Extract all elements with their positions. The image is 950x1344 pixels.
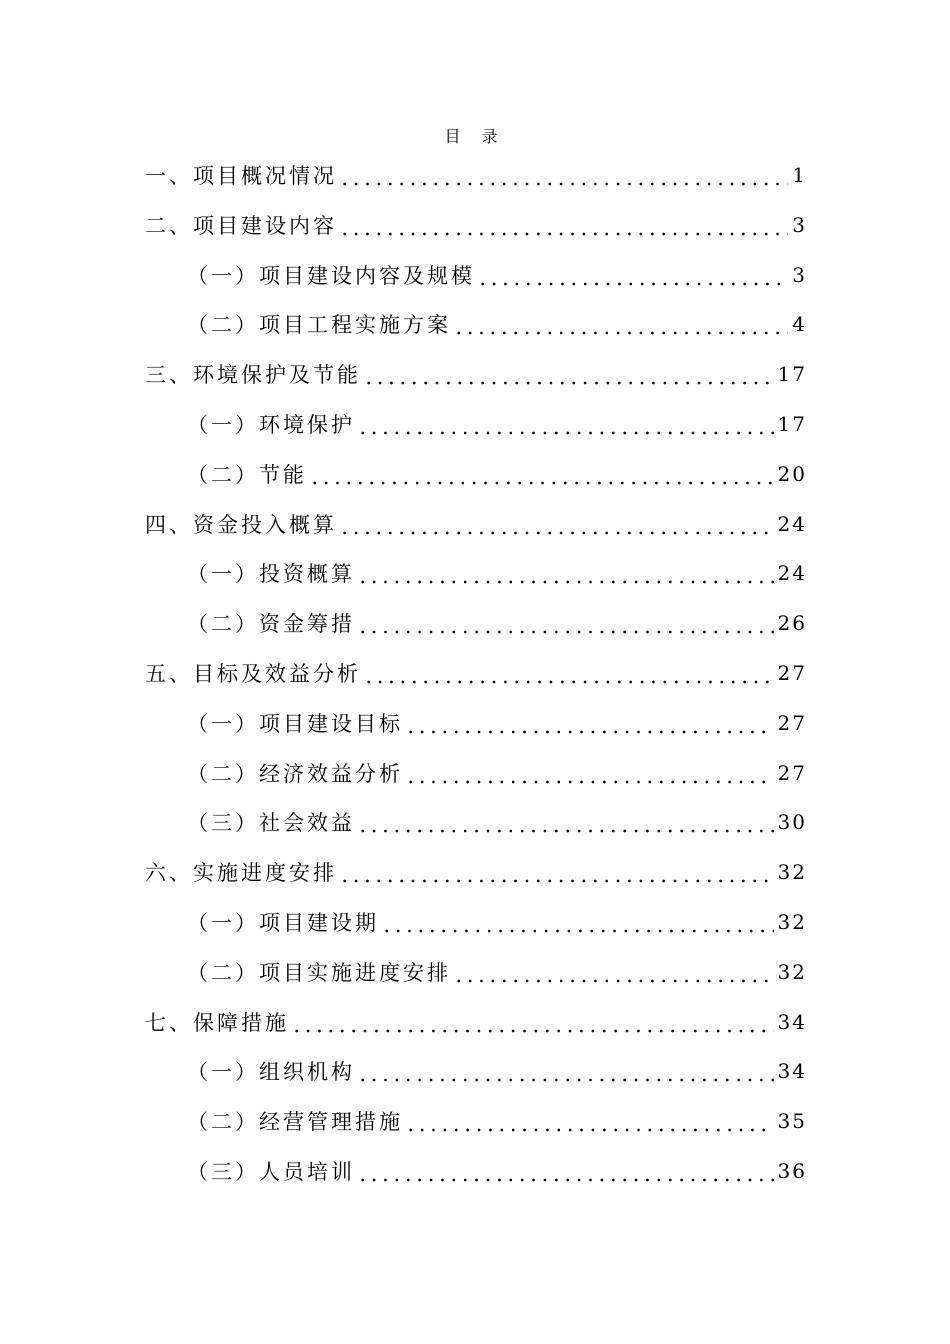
toc-entry-page-number: 32 [777, 860, 807, 885]
toc-entry[interactable] [187, 1096, 807, 1146]
toc-title: 目 录 [444, 127, 506, 146]
toc-entry[interactable] [187, 598, 807, 648]
toc-entry[interactable] [145, 648, 807, 698]
toc-entry[interactable] [187, 1046, 807, 1096]
toc-entry[interactable] [145, 200, 807, 250]
toc-entry-label: 五、目标及效益分析 [145, 662, 361, 686]
dot-leader [477, 263, 788, 287]
toc-entry-label: （二）经济效益分析 [187, 761, 403, 786]
dot-leader [405, 711, 774, 735]
toc-entry[interactable] [187, 797, 807, 847]
toc-entry-page-number: 3 [792, 262, 807, 287]
dot-leader [291, 1010, 774, 1034]
toc-entry-label: （一）环境保护 [187, 413, 355, 437]
toc-entry-page-number: 27 [777, 710, 807, 735]
toc-entry-page-number: 1 [792, 163, 807, 187]
toc-entry[interactable] [145, 499, 807, 549]
toc-entry[interactable] [187, 897, 807, 947]
toc-entry-page-number: 34 [777, 1059, 807, 1084]
toc-entry[interactable] [187, 748, 807, 798]
toc-entry-label: （二）经营管理措施 [187, 1110, 403, 1135]
toc-entry-page-number: 27 [777, 661, 807, 685]
toc-entry[interactable] [187, 548, 807, 598]
toc-entry-label: （一）项目建设期 [187, 911, 379, 935]
toc-entry-label: 一、项目概况情况 [145, 164, 337, 188]
toc-entry[interactable] [145, 150, 807, 200]
dot-leader [339, 860, 774, 884]
toc-entry[interactable] [187, 1146, 807, 1196]
toc-entry-label: （一）项目建设内容及规模 [187, 263, 475, 288]
dot-leader [405, 1109, 774, 1133]
toc-entry-label: （一）组织机构 [187, 1060, 355, 1085]
toc-entry-label: 三、环境保护及节能 [145, 363, 361, 388]
toc-entry[interactable] [145, 847, 807, 897]
dot-leader [357, 1159, 774, 1183]
dot-leader [357, 412, 774, 436]
dot-leader [405, 761, 774, 785]
toc-entry-page-number: 17 [777, 412, 807, 436]
toc-entry-page-number: 30 [777, 810, 807, 835]
toc-entry-page-number: 32 [777, 959, 807, 984]
toc-entry-label: （二）资金筹措 [187, 612, 355, 637]
dot-leader [339, 163, 788, 187]
dot-leader [357, 611, 774, 635]
dot-leader [357, 1059, 774, 1083]
toc-entry-label: （二）项目工程实施方案 [187, 313, 451, 338]
toc-entry-label: （一）项目建设目标 [187, 711, 403, 736]
toc-entry-page-number: 26 [777, 611, 807, 636]
toc-entry-page-number: 32 [777, 910, 807, 934]
dot-leader [453, 312, 788, 336]
toc-entry[interactable] [145, 997, 807, 1047]
toc-entry-page-number: 34 [777, 1009, 807, 1034]
dot-leader [309, 462, 774, 486]
toc-entry[interactable] [187, 698, 807, 748]
toc-entry-label: （二）节能 [187, 462, 307, 487]
toc-entry-label: （三）社会效益 [187, 811, 355, 836]
toc-entry[interactable] [187, 947, 807, 997]
toc-entry[interactable] [187, 299, 807, 349]
toc-entry-label: 六、实施进度安排 [145, 861, 337, 886]
toc-entry[interactable] [187, 449, 807, 499]
toc-entry-label: 二、项目建设内容 [145, 213, 337, 238]
toc-entry-page-number: 35 [777, 1109, 807, 1134]
dot-leader [363, 661, 774, 685]
dot-leader [339, 512, 774, 536]
toc-entry-page-number: 36 [777, 1159, 807, 1183]
toc-entry-page-number: 24 [777, 511, 807, 536]
dot-leader [357, 810, 774, 834]
dot-leader [453, 960, 774, 984]
toc-entry-page-number: 20 [777, 461, 807, 486]
toc-entry[interactable] [145, 349, 807, 399]
toc-entry-label: 四、资金投入概算 [145, 512, 337, 537]
toc-entry[interactable] [187, 250, 807, 300]
toc-entry-page-number: 27 [777, 760, 807, 785]
toc-entry-page-number: 4 [792, 312, 807, 337]
toc-entry-label: （二）项目实施进度安排 [187, 960, 451, 985]
toc-entry-page-number: 24 [777, 561, 807, 586]
dot-leader [381, 910, 774, 934]
dot-leader [357, 561, 774, 585]
toc-entry-page-number: 3 [792, 212, 807, 237]
toc-entry-page-number: 17 [777, 362, 807, 387]
toc-entry[interactable] [187, 399, 807, 449]
dot-leader [363, 362, 774, 386]
toc-entry-label: （三）人员培训 [187, 1160, 355, 1184]
toc-entry-label: （一）投资概算 [187, 562, 355, 587]
toc-entry-label: 七、保障措施 [145, 1010, 289, 1035]
dot-leader [339, 213, 788, 237]
